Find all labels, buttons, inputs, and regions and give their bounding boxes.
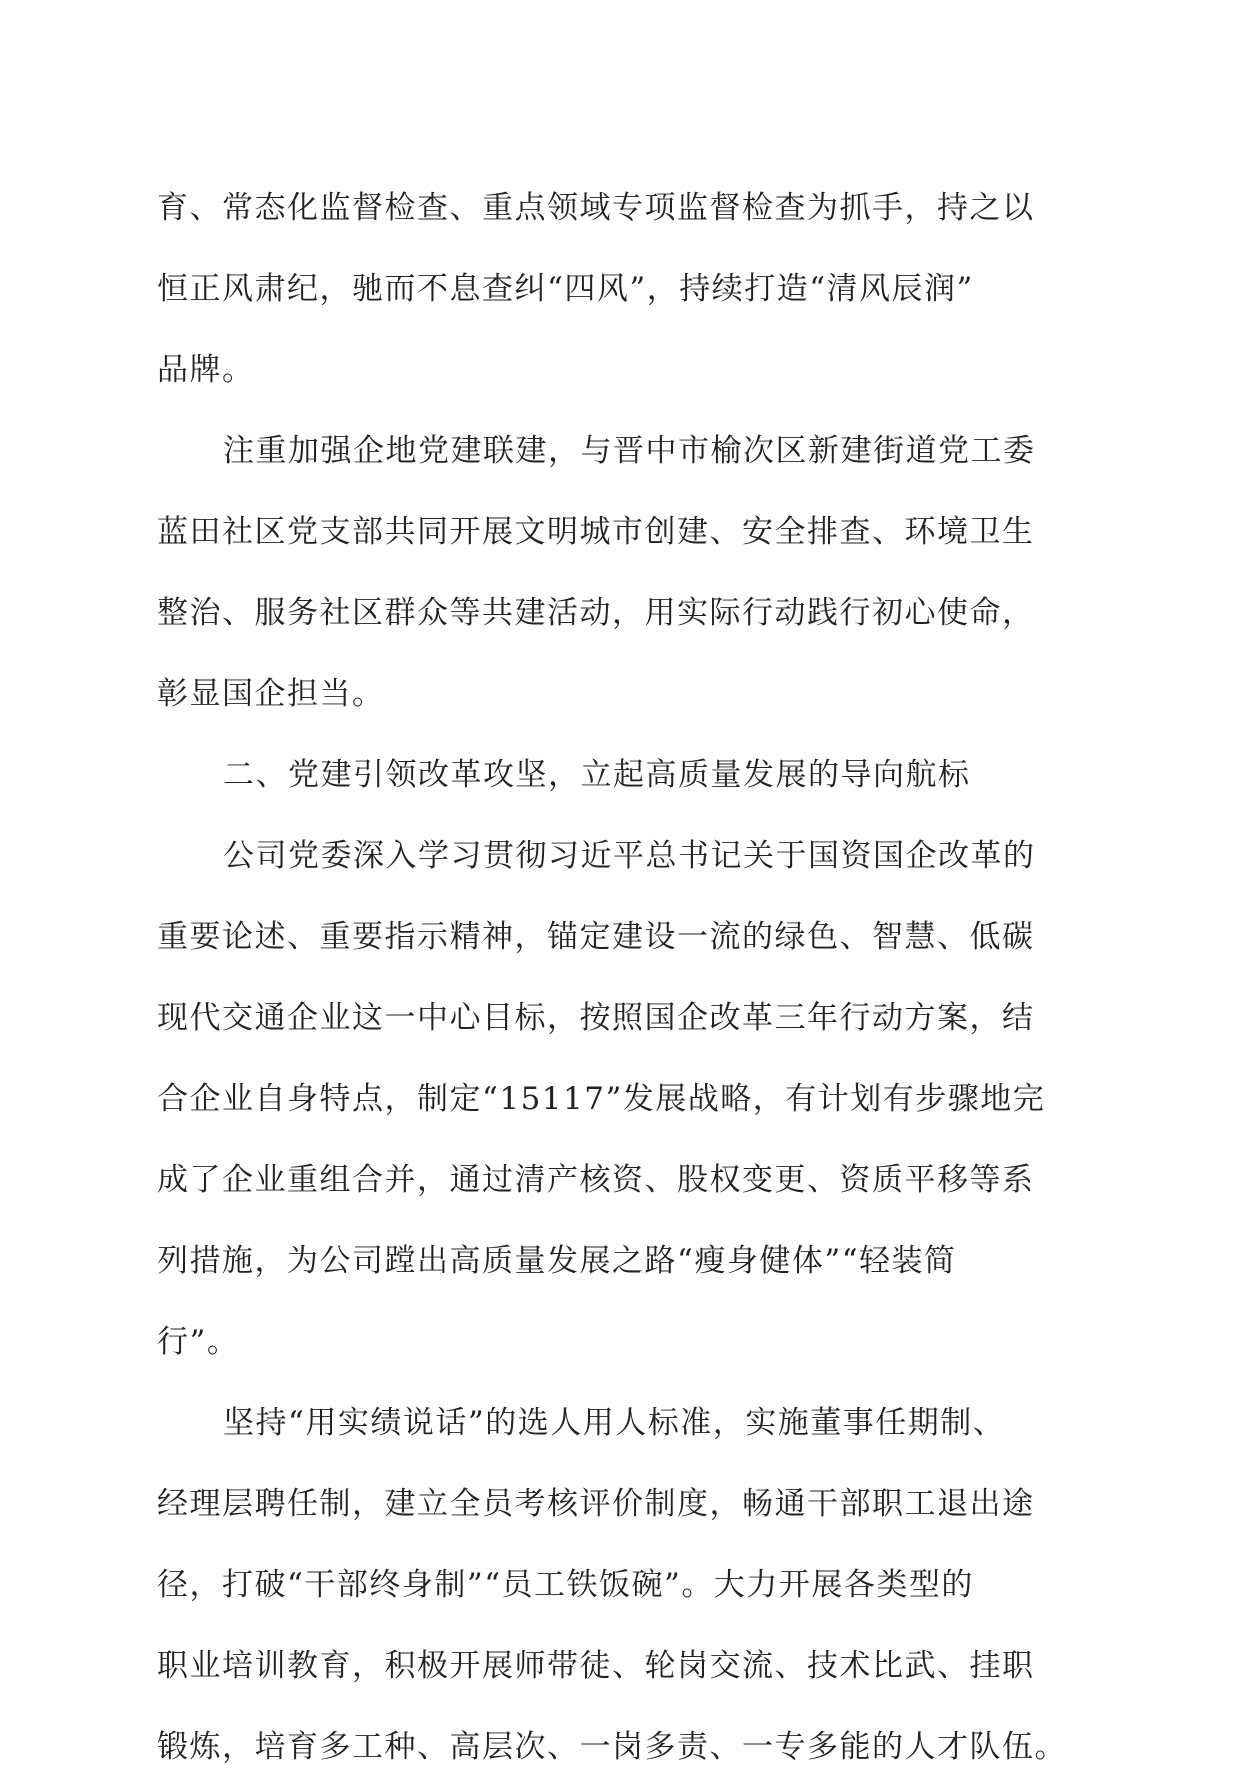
text-line: 坚持“用实绩说话”的选人用人标准，实施董事任期制、 bbox=[223, 1405, 1006, 1441]
text-line: 行”。 bbox=[157, 1324, 240, 1360]
text-line: 径，打破“干部终身制”“员工铁饭碗”。大力开展各类型的 bbox=[157, 1567, 974, 1603]
text-line: 育、常态化监督检查、重点领域专项监督检查为抓手，持之以 bbox=[157, 190, 1035, 226]
text-line: 恒正风肃纪，驰而不息查纠“四风”，持续打造“清风辰润” bbox=[157, 271, 974, 307]
section-heading: 二、党建引领改革攻坚，立起高质量发展的导向航标 bbox=[223, 757, 971, 793]
text-line: 列措施，为公司蹚出高质量发展之路“瘦身健体”“轻装简 bbox=[157, 1243, 957, 1279]
text-line: 蓝田社区党支部共同开展文明城市创建、安全排查、环境卫生 bbox=[157, 514, 1035, 550]
document-body bbox=[157, 183, 1087, 1773]
text-line: 经理层聘任制，建立全员考核评价制度，畅通干部职工退出途 bbox=[157, 1486, 1035, 1522]
text-line: 合企业自身特点，制定“15117”发展战略，有计划有步骤地完 bbox=[157, 1081, 1046, 1117]
text-line: 重要论述、重要指示精神，锚定建设一流的绿色、智慧、低碳 bbox=[157, 919, 1035, 955]
text-line: 注重加强企地党建联建，与晋中市榆次区新建街道党工委 bbox=[223, 433, 1036, 469]
text-line: 锻炼，培育多工种、高层次、一岗多责、一专多能的人才队伍。 bbox=[157, 1729, 1067, 1765]
text-line: 公司党委深入学习贯彻习近平总书记关于国资国企改革的 bbox=[223, 838, 1036, 874]
text-line: 成了企业重组合并，通过清产核资、股权变更、资质平移等系 bbox=[157, 1162, 1035, 1198]
text-line: 职业培训教育，积极开展师带徒、轮岗交流、技术比武、挂职 bbox=[157, 1648, 1035, 1684]
text-line: 彰显国企担当。 bbox=[157, 676, 385, 712]
text-line: 现代交通企业这一中心目标，按照国企改革三年行动方案，结 bbox=[157, 1000, 1035, 1036]
text-line: 品牌。 bbox=[157, 352, 255, 388]
text-line: 整治、服务社区群众等共建活动，用实际行动践行初心使命， bbox=[157, 595, 1035, 631]
